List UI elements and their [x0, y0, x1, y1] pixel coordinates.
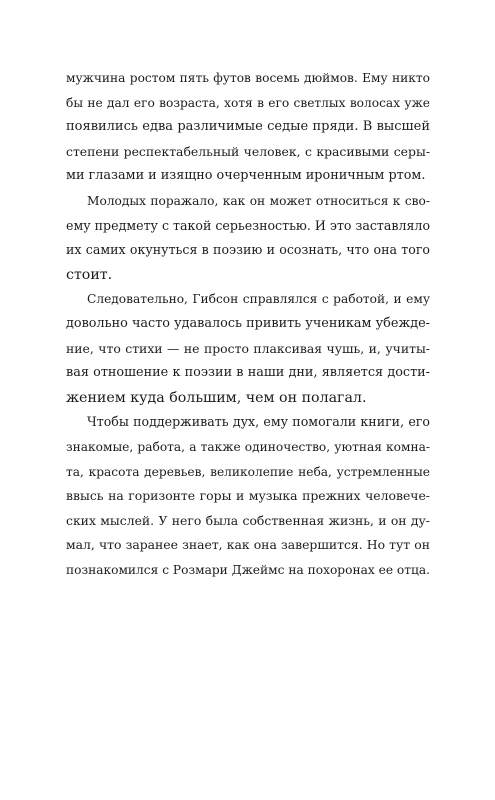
paragraph [66, 66, 430, 189]
body-text [66, 66, 430, 582]
text-line: появились едва различимые седые пряди. В высшей [66, 119, 430, 135]
text-line: та, красота деревьев, великолепие неба, устремленные [66, 464, 430, 479]
text-line: Молодых поражало, как он может относиться к сво- [87, 193, 430, 208]
text-line: ми глазами и изящно очерченным ироничным ртом. [66, 168, 426, 184]
paragraph [66, 410, 430, 582]
text-line: вая отношение к поэзии в наши дни, является дости- [66, 365, 430, 381]
text-line: довольно часто удавалось привить ученикам убежде- [66, 315, 430, 331]
text-line: ему предмету с такой серьезностью. И это заставляло [66, 217, 431, 233]
paragraph [66, 189, 430, 287]
text-line: Следовательно, Гибсон справлялся с работой, и ему [87, 292, 430, 307]
text-line: степени респектабельный человек, с красивыми серы- [66, 143, 430, 159]
text-line: знакомые, работа, а также одиночество, уютная комна- [66, 439, 430, 454]
text-line: бы не дал его возраста, хотя в его светлых волосах уже [66, 95, 430, 110]
text-line: стоит. [66, 266, 113, 283]
text-line: их самих окунуться в поэзию и осознать, что она того [66, 242, 430, 258]
text-line: ние, что стихи — не просто плаксивая чушь, и, учиты- [66, 340, 430, 356]
text-line: мал, что заранее знает, как она завершится. Но тут он [66, 537, 430, 553]
text-line: жением куда большим, чем он полагал. [66, 389, 367, 406]
text-line: Чтобы поддерживать дух, ему помогали книги, его [87, 414, 430, 430]
text-line: мужчина ростом пять футов восемь дюймов. Ему никто [66, 71, 430, 85]
paragraph [66, 287, 430, 410]
text-line: ввысь на горизонте горы и музыка прежних человече- [66, 488, 430, 504]
text-line: познакомился с Розмари Джеймс на похоронах ее отца. [66, 562, 430, 577]
text-line: ских мыслей. У него была собственная жизнь, и он ду- [66, 512, 430, 528]
